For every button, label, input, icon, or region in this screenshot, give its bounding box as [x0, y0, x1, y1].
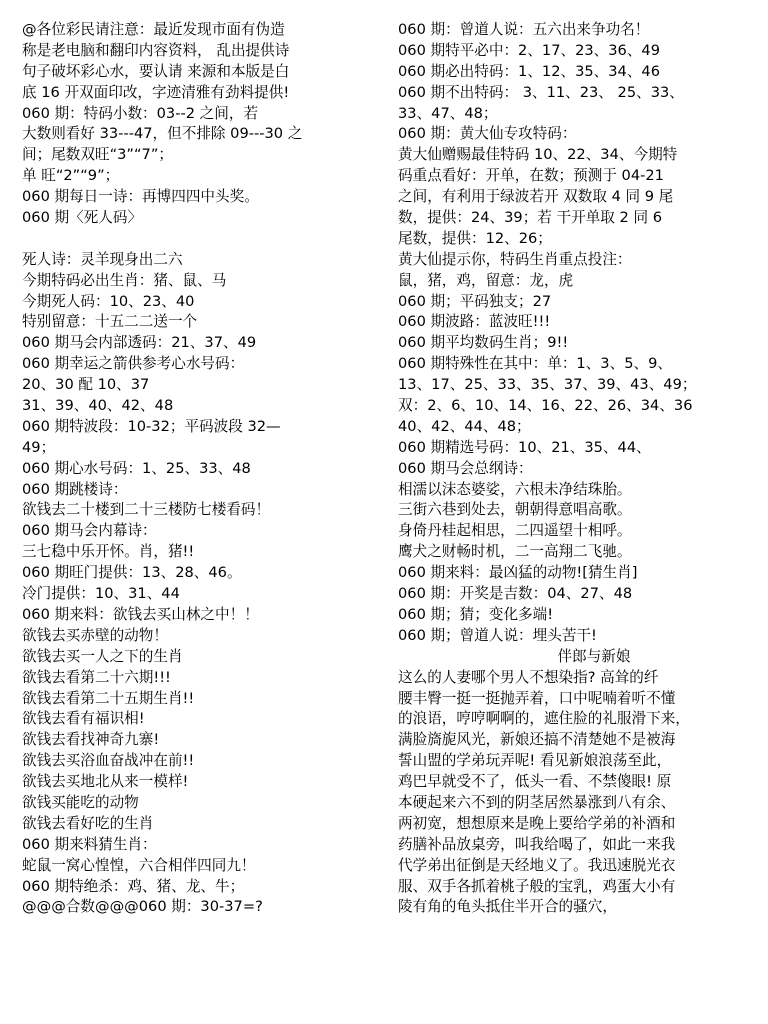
text-line: 13、17、25、33、35、37、39、43、49； [398, 376, 697, 394]
text-line: 冷门提供：10、31、44 [22, 585, 180, 603]
text-line: 大数则看好 33---47，但不排除 09---30 之 [22, 125, 303, 143]
text-line: 060 期〈死人码〉 [22, 209, 143, 227]
text-line: 双：2、6、10、14、16、22、26、34、36 [398, 397, 693, 415]
text-line: 黄大仙提示你，特码生肖重点投注： [398, 250, 632, 268]
text-line: 060 期：特码小数：03--2 之间，若 [22, 104, 259, 122]
text-line: 两初宽，想想原来是晚上要给学弟的补酒和 [398, 814, 676, 832]
blank-line [22, 229, 372, 250]
text-line: 060 期不出特码： 3、11、23、 25、33、 [398, 83, 684, 101]
text-line: 060 期；平码独支；27 [398, 292, 552, 310]
text-line: 060 期特平必中：2、17、23、36、49 [398, 41, 660, 59]
text-line: 40、42、44、48； [398, 417, 531, 435]
text-line: 060 期马会总纲诗： [398, 459, 533, 477]
text-line: 060 期平均数码生肖；9!! [398, 334, 569, 352]
text-line: 060 期：曾道人说：五六出来争功名！ [398, 21, 650, 38]
text-line: 欲钱去看好吃的生肖 [22, 814, 154, 832]
text-line: 49； [22, 438, 56, 456]
text-line: 服、双手各抓着桃子般的宝乳，鸡蛋大小有 [398, 877, 676, 895]
text-line: 特别留意：十五二二送一个 [22, 313, 198, 331]
text-line: 句子破坏彩心水，要认请 来源和本版是白 [22, 62, 290, 80]
text-line: 蛇鼠一窝心惶惶，六合相伴四同九！ [22, 856, 256, 874]
text-line: 060 期：黄大仙专攻特码： [398, 125, 577, 143]
text-line: 060 期马会内部透码：21、37、49 [22, 334, 257, 352]
text-line: 20、30 配 10、37 [22, 376, 150, 394]
text-line: 黄大仙赠赐最佳特码 10、22、34、今期特 [398, 146, 678, 164]
text-line: 本硬起来六不到的阴茎居然暴涨到八有余、 [398, 793, 676, 811]
text-line: 欲钱去看找神奇九寨! [22, 731, 160, 749]
text-line: 060 期跳楼诗： [22, 480, 128, 498]
text-line: 今期特码必出生肖：猪、鼠、马 [22, 271, 227, 289]
text-line: 欲钱去看第二十六期!!! [22, 668, 171, 686]
text-line: 060 期来料猜生肖： [22, 835, 157, 853]
section-title: 伴郎与新娘 [557, 647, 631, 665]
text-line: 码重点看好：开单，在数；预测于 04-21 [398, 167, 664, 185]
text-line: 誓山盟的学弟玩弄呢! 看见新娘浪荡至此， [398, 752, 672, 770]
text-line: 060 期特殊性在其中：单：1、3、5、9、 [398, 355, 672, 373]
text-line: 药膳补品放桌旁，叫我给喝了，如此一来我 [398, 835, 676, 853]
text-line: 060 期必出特码：1、12、35、34、46 [398, 62, 660, 80]
text-line: 060 期；曾道人说：埋头苦干! [398, 626, 597, 644]
text-line: 这么的人妻哪个男人不想染指? 高耸的纤 [398, 668, 659, 686]
text-line: 060 期特绝杀：鸡、猪、龙、牛； [22, 877, 245, 895]
text-line: 身倚丹桂起相思，二四遥望十相呼。 [398, 522, 632, 540]
text-line: 三街六巷到处去，朝朝得意唱高歌。 [398, 501, 632, 519]
text-line: 060 期波路：蓝波旺!!! [398, 313, 551, 331]
text-line: 060 期幸运之箭供参考心水号码： [22, 355, 245, 373]
text-line: 欲钱去买地北从来一模样! [22, 773, 189, 791]
text-line: 间；尾数双旺“3”“7”； [22, 146, 173, 164]
text-line: 尾数，提供：12、26； [398, 229, 552, 247]
text-line: 欲钱去买浴血奋战冲在前!! [22, 752, 195, 770]
text-line: 三七稳中乐开怀。肖，猪!! [22, 543, 195, 561]
text-line: 称是老电脑和翻印内容资料， 乱出提供诗 [22, 41, 290, 59]
text-line: 060 期：开奖是吉数：04、27、48 [398, 585, 633, 603]
text-line: 相濡以沫态婆娑，六根未净结珠胎。 [398, 480, 632, 498]
text-line: 代学弟出征倒是天经地义了。我迅速脱光衣 [398, 856, 676, 874]
text-line: @@@合数@@@060 期：30-37=? [22, 898, 263, 916]
text-line: 060 期心水号码：1、25、33、48 [22, 459, 251, 477]
text-line: 鼠，猪，鸡，留意：龙，虎 [398, 271, 574, 289]
text-line: 060 期；猜；变化多端! [398, 605, 554, 623]
text-line: 底 16 开双面印改，字迹清雅有劲料提供! [22, 83, 290, 101]
text-line: 腰丰臀一挺一挺抛弄着，口中呢喃着听不懂 [398, 689, 676, 707]
text-line: 陵有角的龟头抵住半开合的骚穴， [398, 898, 617, 916]
text-line: 33、47、48； [398, 104, 498, 122]
text-line: 060 期来料：最凶猛的动物![猜生肖] [398, 564, 638, 582]
text-line: 欲钱买能吃的动物 [22, 793, 139, 811]
text-line: 鹰犬之财畅时机，二一高翔二飞驰。 [398, 543, 632, 561]
text-line: 欲钱去看有福识相! [22, 710, 145, 728]
text-line: 060 期马会内幕诗： [22, 522, 157, 540]
text-line: 今期死人码：10、23、40 [22, 292, 195, 310]
text-line: 31、39、40、42、48 [22, 397, 174, 415]
text-line: 欲钱去买一人之下的生肖 [22, 647, 183, 665]
text-line: 鸡巴早就受不了，低头一看、不禁傻眼! 原 [398, 773, 672, 791]
text-line: 欲钱去买赤壁的动物！ [22, 626, 168, 644]
right-column [398, 20, 750, 918]
text-line: 满脸旖旎风光，新娘还搞不清楚她不是被海 [398, 731, 676, 749]
text-line: 死人诗：灵羊现身出二六 [22, 250, 183, 268]
text-line: 之间，有利用于绿波若开 双数取 4 同 9 尾 [398, 188, 674, 206]
text-line: 欲钱去二十楼到二十三楼防七楼看码！ [22, 501, 271, 519]
text-line: @各位彩民请注意：最近发现市面有伪造 [22, 21, 285, 38]
text-line: 060 期旺门提供：13、28、46。 [22, 564, 242, 582]
text-line: 欲钱去看第二十五期生肖!! [22, 689, 195, 707]
text-line: 060 期来料：欲钱去买山林之中！！ [22, 605, 259, 623]
text-line: 单 旺“2”“9”； [22, 167, 120, 185]
text-line: 060 期每日一诗：再博四四中头奖。 [22, 188, 259, 206]
text-line: 060 期精选号码：10、21、35、44、 [398, 438, 651, 456]
text-line: 的浪语，哼哼啊啊的，遮住脸的礼服滑下来， [398, 710, 690, 728]
left-column [22, 20, 372, 918]
text-line: 数，提供：24、39；若 干开单取 2 同 6 [398, 209, 662, 227]
text-line: 060 期特波段：10-32；平码波段 32— [22, 417, 281, 435]
